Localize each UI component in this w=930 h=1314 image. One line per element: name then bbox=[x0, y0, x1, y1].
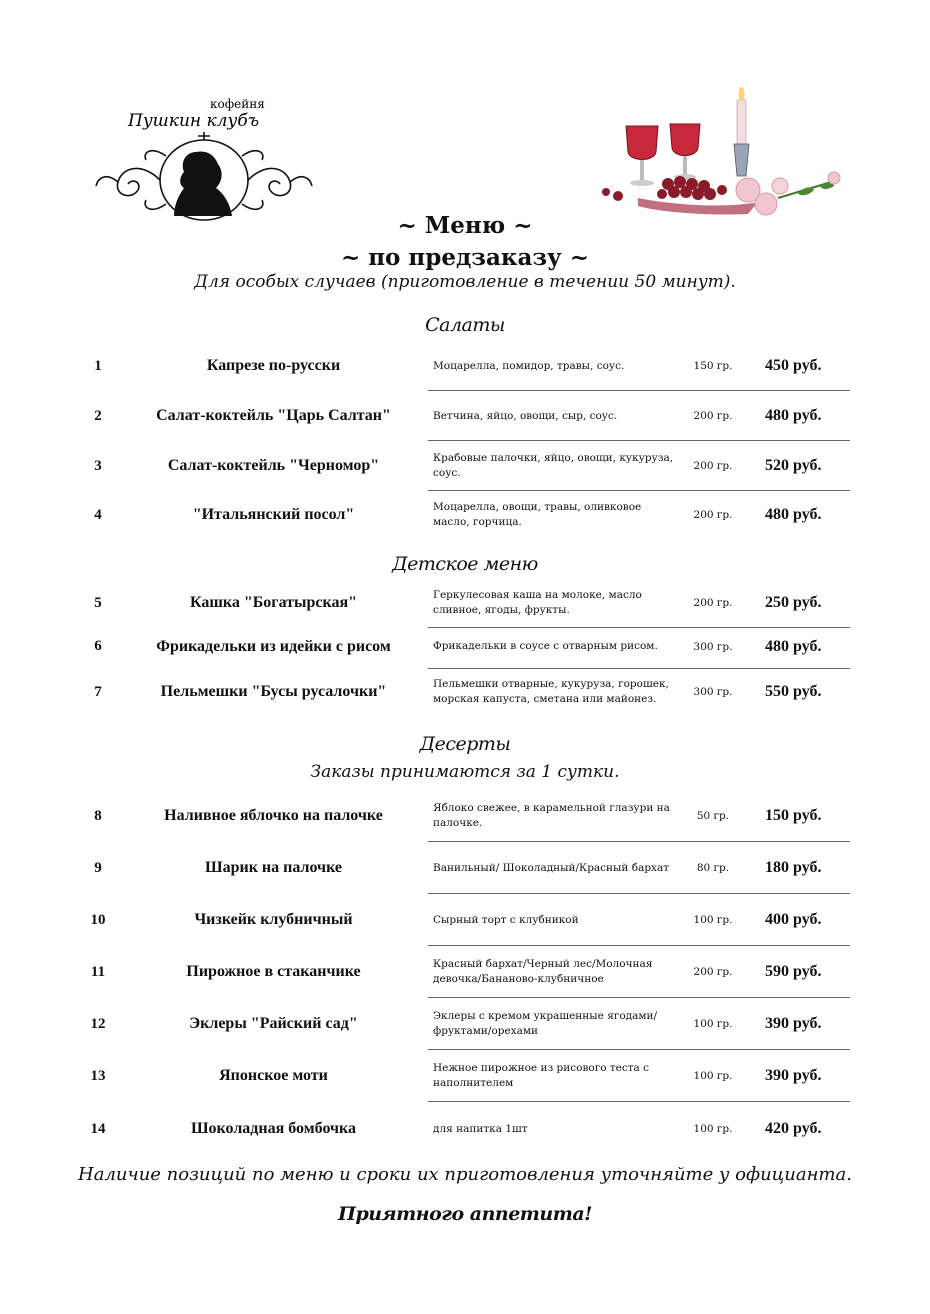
item-price: 480 руб. bbox=[765, 637, 822, 655]
item-weight: 200 гр. bbox=[693, 460, 733, 472]
menu-row bbox=[80, 946, 850, 998]
item-description: для напитка 1шт bbox=[433, 1122, 528, 1135]
item-number: 1 bbox=[94, 357, 102, 374]
item-number: 4 bbox=[94, 506, 102, 523]
item-price: 590 руб. bbox=[765, 963, 822, 980]
item-description: Геркулесовая каша на молоке, масло сливное, ягоды, фрукты. bbox=[433, 589, 642, 616]
item-price: 390 руб. bbox=[765, 1015, 822, 1032]
item-description: Моцарелла, помидор, травы, соус. bbox=[433, 359, 625, 372]
item-number: 13 bbox=[90, 1067, 106, 1084]
menu-row bbox=[80, 998, 850, 1050]
item-description: Сырный торт с клубникой bbox=[433, 913, 579, 926]
menu-row bbox=[80, 391, 850, 441]
item-name: Эклеры "Райский сад" bbox=[189, 1015, 358, 1032]
menu-row bbox=[80, 894, 850, 946]
menu-row bbox=[80, 624, 850, 669]
section-title-kids: Детское меню bbox=[392, 553, 538, 575]
item-name: Кашка "Богатырская" bbox=[189, 594, 358, 611]
item-description: Ванильный/ Шоколадный/Красный бархат bbox=[433, 861, 670, 874]
item-description: Эклеры с кремом украшенные ягодами/фруктами/орехами bbox=[433, 1010, 658, 1037]
section-title-salads: Салаты bbox=[425, 314, 505, 336]
section-title-desserts: Десерты bbox=[419, 733, 511, 755]
item-price: 520 руб. bbox=[765, 457, 822, 474]
item-price: 480 руб. bbox=[765, 506, 822, 523]
item-name: Чизкейк клубничный bbox=[194, 911, 353, 928]
item-price: 390 руб. bbox=[765, 1067, 822, 1084]
item-name: Шоколадная бомбочка bbox=[190, 1120, 357, 1137]
item-number: 6 bbox=[94, 638, 102, 654]
item-weight: 200 гр. bbox=[693, 509, 733, 521]
item-weight: 300 гр. bbox=[693, 686, 733, 698]
item-weight: 100 гр. bbox=[693, 1018, 733, 1030]
item-description: Красный бархат/Черный лес/Молочная девочка/Бананово-клубничное bbox=[433, 958, 653, 985]
item-weight: 200 гр. bbox=[693, 966, 733, 978]
menu-row bbox=[80, 578, 850, 628]
item-description: Моцарелла, овощи, травы, оливковое масло, горчица. bbox=[433, 501, 642, 528]
menu-row bbox=[80, 441, 850, 491]
item-description: Пельмешки отварные, кукуруза, горошек, морская капуста, сметана или майонез. bbox=[433, 678, 669, 705]
item-price: 420 руб. bbox=[765, 1120, 822, 1137]
menu-title: ~ Меню ~ bbox=[397, 212, 533, 239]
item-price: 150 руб. bbox=[765, 807, 822, 824]
menu-row bbox=[80, 490, 850, 540]
item-number: 9 bbox=[94, 859, 102, 876]
logo-line2: Пушкин клубъ bbox=[128, 111, 260, 131]
logo-line1: кофейня bbox=[210, 97, 265, 111]
item-name: Салат-коктейль "Царь Салтан" bbox=[156, 407, 391, 424]
item-description: Нежное пирожное из рисового теста с наполнителем bbox=[433, 1062, 650, 1089]
item-description: Яблоко свежее, в карамельной глазури на палочке. bbox=[433, 802, 670, 829]
item-number: 14 bbox=[90, 1120, 106, 1137]
item-name: Пельмешки "Бусы русалочки" bbox=[160, 683, 387, 700]
item-number: 11 bbox=[90, 963, 106, 980]
item-weight: 200 гр. bbox=[693, 410, 733, 422]
item-description: Фрикадельки в соусе с отварным рисом. bbox=[433, 640, 658, 652]
item-weight: 100 гр. bbox=[693, 1123, 733, 1135]
item-weight: 200 гр. bbox=[693, 597, 733, 609]
item-description: Крабовые палочки, яйцо, овощи, кукуруза, соус. bbox=[433, 452, 674, 479]
availability-note: Наличие позиций по меню и сроки их приготовления уточняйте у официанта. bbox=[78, 1164, 852, 1185]
item-weight: 100 гр. bbox=[693, 914, 733, 926]
item-number: 12 bbox=[90, 1015, 106, 1032]
item-weight: 80 гр. bbox=[696, 862, 730, 874]
item-name: Японское моти bbox=[219, 1067, 328, 1084]
menu-row bbox=[80, 341, 850, 391]
menu-row bbox=[80, 1102, 850, 1156]
item-price: 450 руб. bbox=[765, 357, 822, 374]
menu-row bbox=[80, 669, 850, 715]
item-weight: 300 гр. bbox=[693, 640, 733, 653]
item-price: 400 руб. bbox=[765, 911, 822, 928]
item-name: Капрезе по-русски bbox=[206, 357, 341, 374]
item-number: 10 bbox=[90, 911, 106, 928]
item-name: Пирожное в стаканчике bbox=[186, 963, 361, 980]
item-name: Шарик на палочке bbox=[205, 859, 342, 876]
cafe-logo bbox=[92, 92, 316, 226]
item-name: Наливное яблочко на палочке bbox=[164, 807, 383, 824]
item-number: 7 bbox=[94, 683, 102, 700]
wine-candle-illustration bbox=[598, 86, 844, 220]
item-number: 5 bbox=[94, 594, 102, 611]
menu-row bbox=[80, 842, 850, 894]
menu-row bbox=[80, 1050, 850, 1102]
item-weight: 100 гр. bbox=[693, 1070, 733, 1082]
item-description: Ветчина, яйцо, овощи, сыр, соус. bbox=[433, 409, 618, 422]
item-weight: 50 гр. bbox=[696, 810, 730, 822]
desserts-note: Заказы принимаются за 1 сутки. bbox=[310, 762, 620, 782]
closing-wish: Приятного аппетита! bbox=[338, 1203, 592, 1225]
item-weight: 150 гр. bbox=[693, 360, 733, 372]
item-name: "Итальянский посол" bbox=[192, 506, 355, 523]
item-price: 550 руб. bbox=[765, 683, 822, 700]
item-price: 180 руб. bbox=[765, 859, 822, 876]
item-price: 250 руб. bbox=[765, 594, 822, 611]
item-number: 2 bbox=[94, 407, 102, 424]
item-name: Салат-коктейль "Черномор" bbox=[167, 457, 380, 474]
menu-row bbox=[80, 790, 850, 842]
menu-intro: Для особых случаев (приготовление в течении 50 минут). bbox=[194, 272, 736, 292]
menu-subtitle-title: ~ по предзаказу ~ bbox=[340, 244, 590, 271]
item-number: 3 bbox=[94, 457, 102, 474]
item-number: 8 bbox=[94, 807, 102, 824]
item-price: 480 руб. bbox=[765, 407, 822, 424]
item-name: Фрикадельки из идейки с рисом bbox=[156, 637, 391, 655]
portrait-silhouette bbox=[174, 152, 232, 217]
